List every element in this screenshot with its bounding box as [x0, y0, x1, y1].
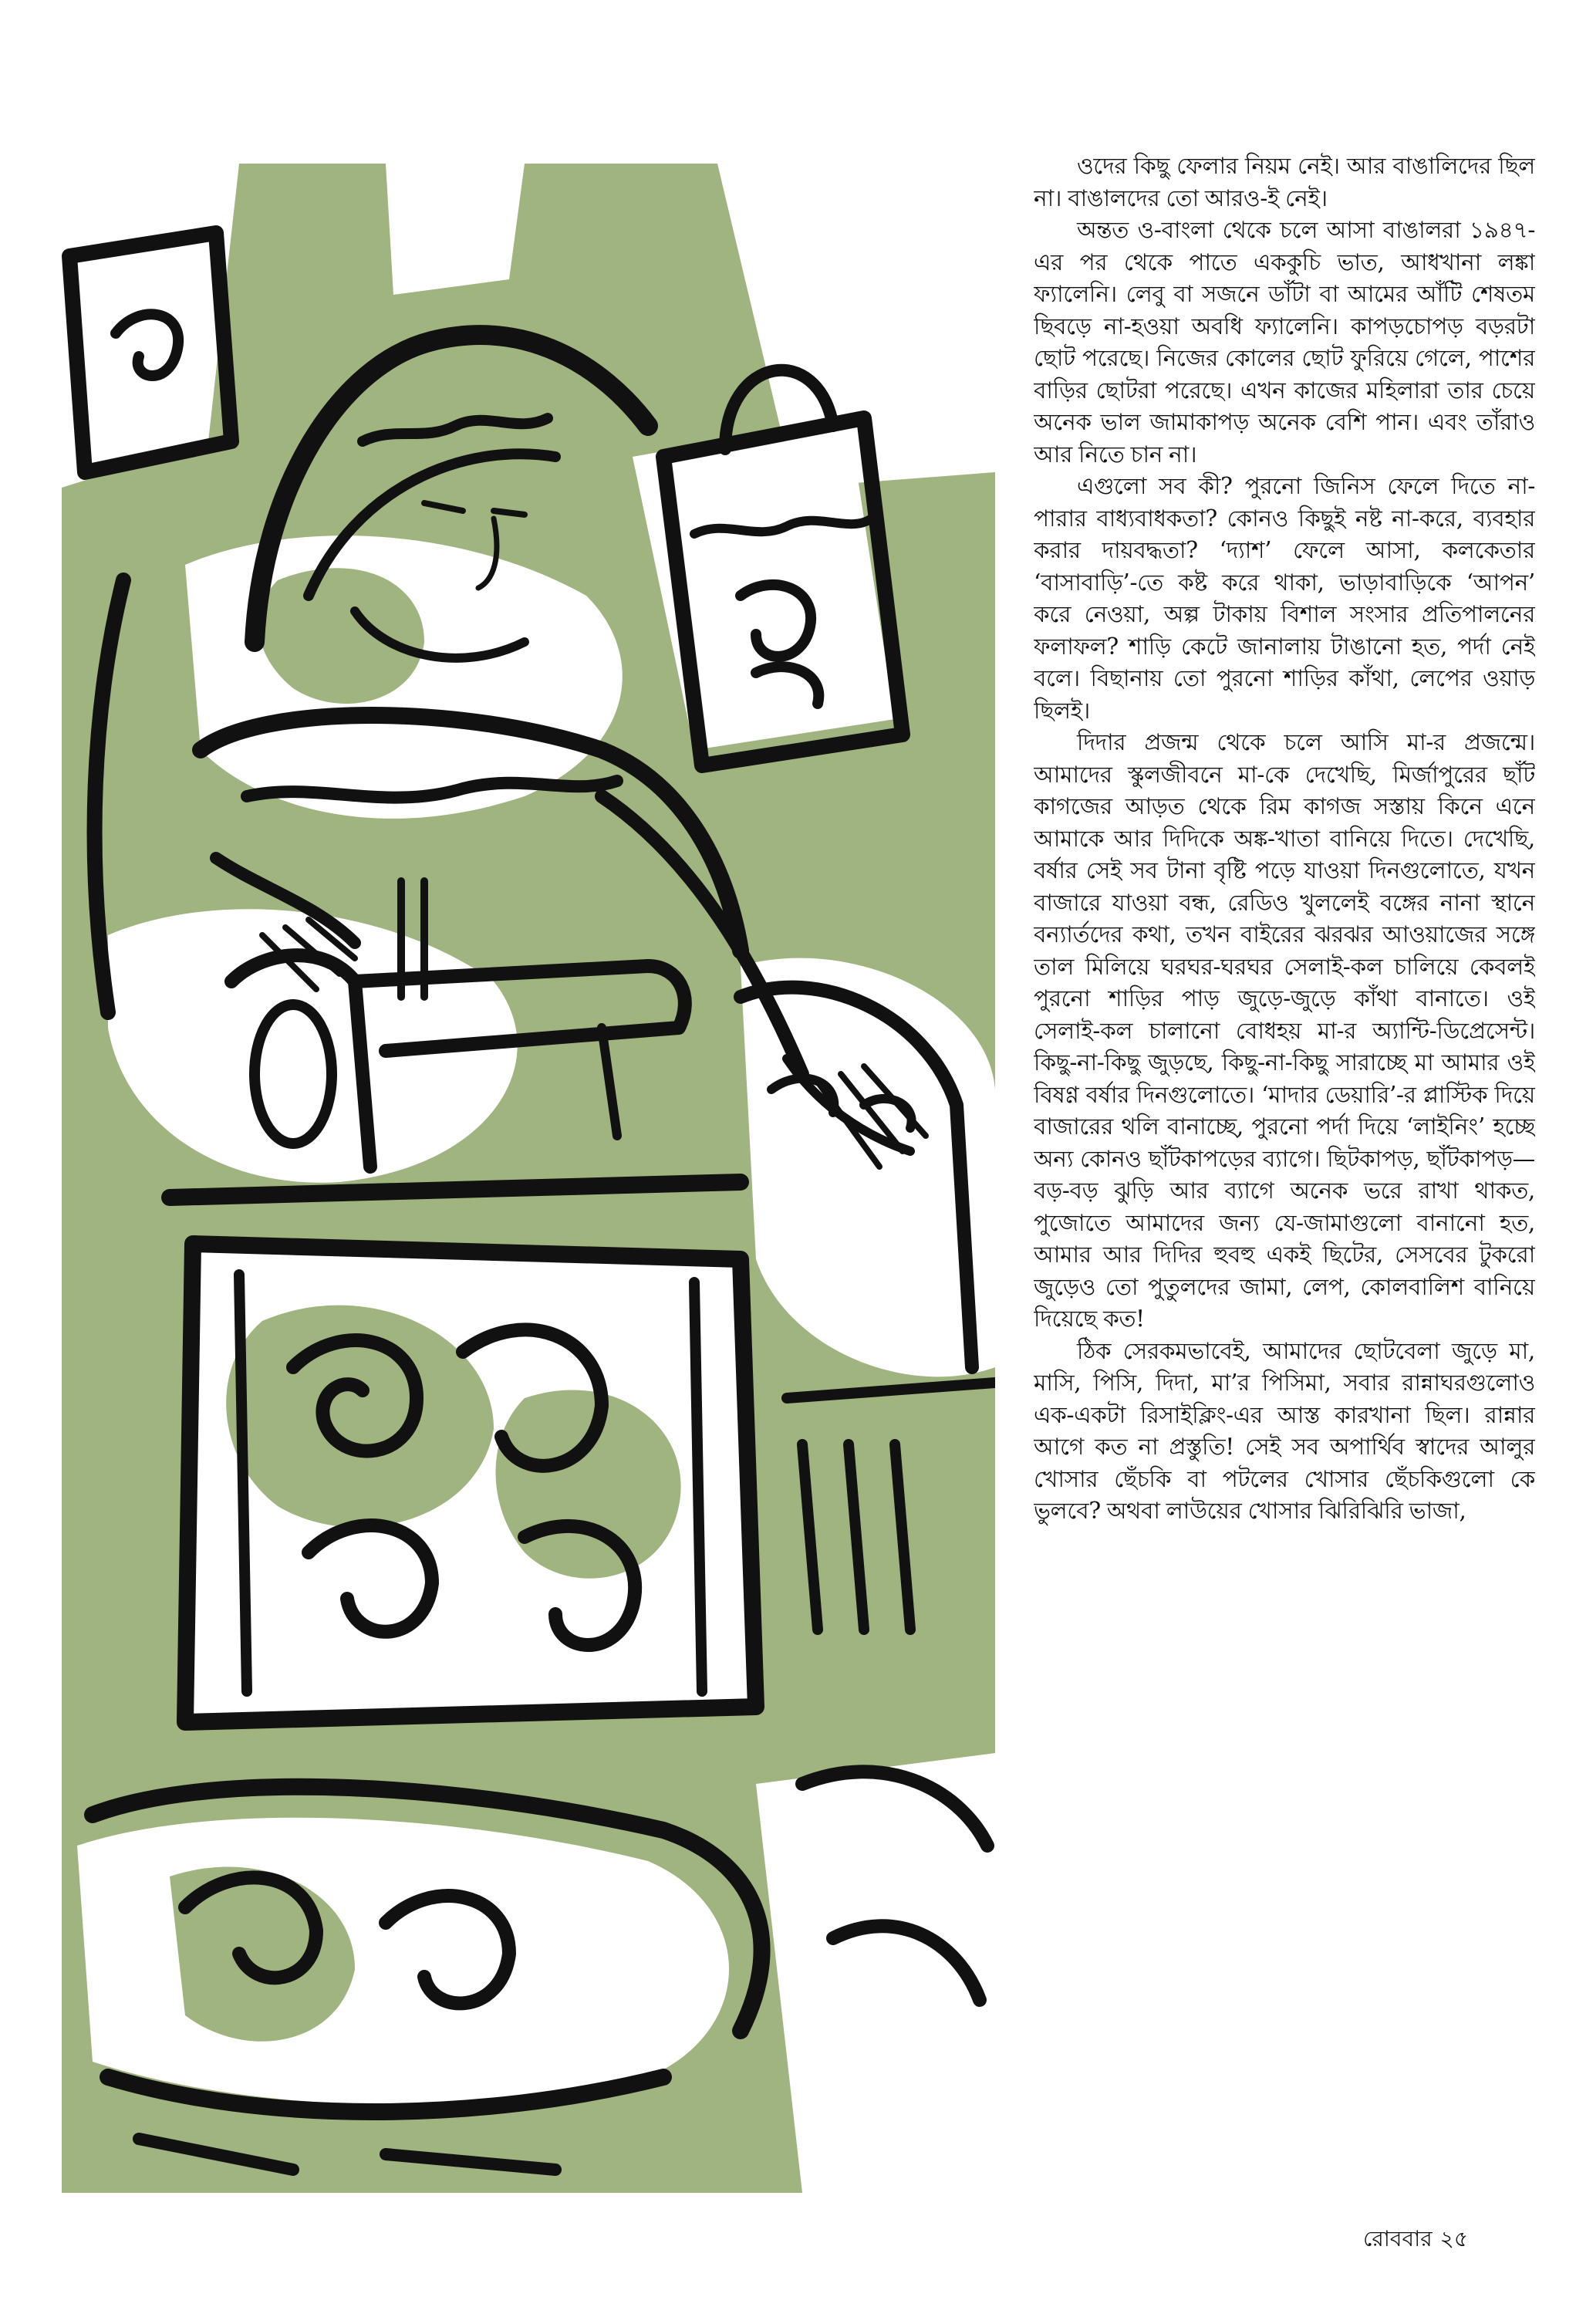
- article-paragraph-4: দিদার প্রজন্ম থেকে চলে আসি মা-র প্রজন্মে। আমাদের স্কুলজীবনে মা-কে দেখেছি, মির্জাপুরের ছাঁট কাগজের আড়ত থেকে রিম কাগজ সস্তায় কিনে এনে আমাকে আর দিদিকে অঙ্ক-খাতা বানিয়ে দিতে। দেখেছি, বর্ষার সেই সব টানা বৃষ্টি পড়ে যাওয়া দিনগুলোতে, যখন বাজারে যাওয়া বন্ধ, রেডিও খুললেই বঙ্গের নানা স্থানে বন্যার্তদের কথা, তখন বাইরের ঝরঝর আওয়াজের সঙ্গে তাল মিলিয়ে ঘরঘর-ঘরঘর সেলাই-কল চালিয়ে কেবলই পুরনো শাড়ির পাড় জুড়ে-জুড়ে কাঁথা বানাতে। ওই সেলাই-কল চালানো বোধহয় মা-র অ্যান্টি-ডিপ্রেসেন্ট। কিছু-না-কিছু জুড়ছে, কিছু-না-কিছু সারাচ্ছে মা আমার ওই বিষণ্ণ বর্ষার দিনগুলোতে। ‘মাদার ডেয়ারি’-র প্লাস্টিক দিয়ে বাজারের থলি বানাচ্ছে, পুরনো পর্দা দিয়ে ‘লাইনিং’ হচ্ছে অন্য কোনও ছাঁটকাপড়ের ব্যাগে। ছিটকাপড়, ছাঁটকাপড়—বড়-বড় ঝুড়ি আর ব্যাগে অনেক ভরে রাখা থাকত, পুজোতে আমাদের জন্য যে-জামাগুলো বানানো হত, আমার আর দিদির হুবহু একই ছিটের, সেসবের টুকরো জুড়েও তো পুতুলদের জামা, লেপ, কোলবালিশ বানিয়ে দিয়েছে কত!: [1034, 729, 1535, 1332]
- eye-right: [494, 511, 525, 515]
- white-patch: [77, 1818, 729, 2105]
- woman-at-sewing-machine-illustration: [62, 164, 995, 2193]
- page-footer: [1355, 2225, 1468, 2253]
- sewing-illustration: [62, 164, 995, 2193]
- article-paragraph-2: অন্তত ও-বাংলা থেকে চলে আসা বাঙালরা ১৯৪৭-এর পর থেকে পাতে এককুচি ভাত, আধখানা লঙ্কা ফ্যালেনি। লেবু বা সজনে ডাঁটা বা আমের আঁটি শেষতম ছিবড়ে না-হওয়া অবধি ফ্যালেনি। কাপড়চোপড় বড়রটা ছোট পরেছে। নিজের কোলের ছোট ফুরিয়ে গেলে, পাশের বাড়ির ছোটরা পরেছে। এখন কাজের মহিলারা তার চেয়ে অনেক ভাল জামাকাপড় অনেক বেশি পান। এবং তাঁরাও আর নিতে চান না।: [1034, 217, 1535, 468]
- white-patch: [386, 164, 525, 295]
- article-column: [1034, 150, 1535, 2195]
- page-number: ২৫: [1439, 2226, 1468, 2251]
- article-paragraph-3: এগুলো সব কী? পুরনো জিনিস ফেলে দিতে না-পারার বাধ্যবাধকতা? কোনও কিছুই নষ্ট না-করে, ব্যবহার করার দায়বদ্ধতা? ‘দ্যাশ’ ফেলে আসা, কলকেতার ‘বাসাবাড়ি’-তে কষ্ট করে থাকা, ভাড়াবাড়িকে ‘আপন’ করে নেওয়া, অল্প টাকায় বিশাল সংসার প্রতিপালনের ফলাফল? শাড়ি কেটে জানালায় টাঙানো হত, পর্দা নেই বলে। বিছানায় তো পুরনো শাড়ির কাঁথা, লেপের ওয়াড় ছিলই।: [1034, 473, 1535, 724]
- article-paragraph-1: ওদের কিছু ফেলার নিয়ম নেই। আর বাঙালিদের ছিল না। বাঙালদের তো আরও-ই নেই।: [1034, 153, 1535, 211]
- article-paragraph-5: ঠিক সেরকমভাবেই, আমাদের ছোটবেলা জুড়ে মা, মাসি, পিসি, দিদা, মা’র পিসিমা, সবার রান্নাঘরগুলোও এক-একটা রিসাইক্লিং-এর আস্ত কারখানা ছিল। রান্নার আগে কত না প্রস্তুতি! সেই সব অপার্থিব স্বাদের আলুর খোসার ছেঁচকি বা পটলের খোসার ছেঁচকিগুলো কে ভুলবে? অথবা লাউয়ের খোসার ঝিরিঝিরি ভাজা,: [1034, 1337, 1535, 1524]
- publication-name: রোববার: [1363, 2226, 1433, 2251]
